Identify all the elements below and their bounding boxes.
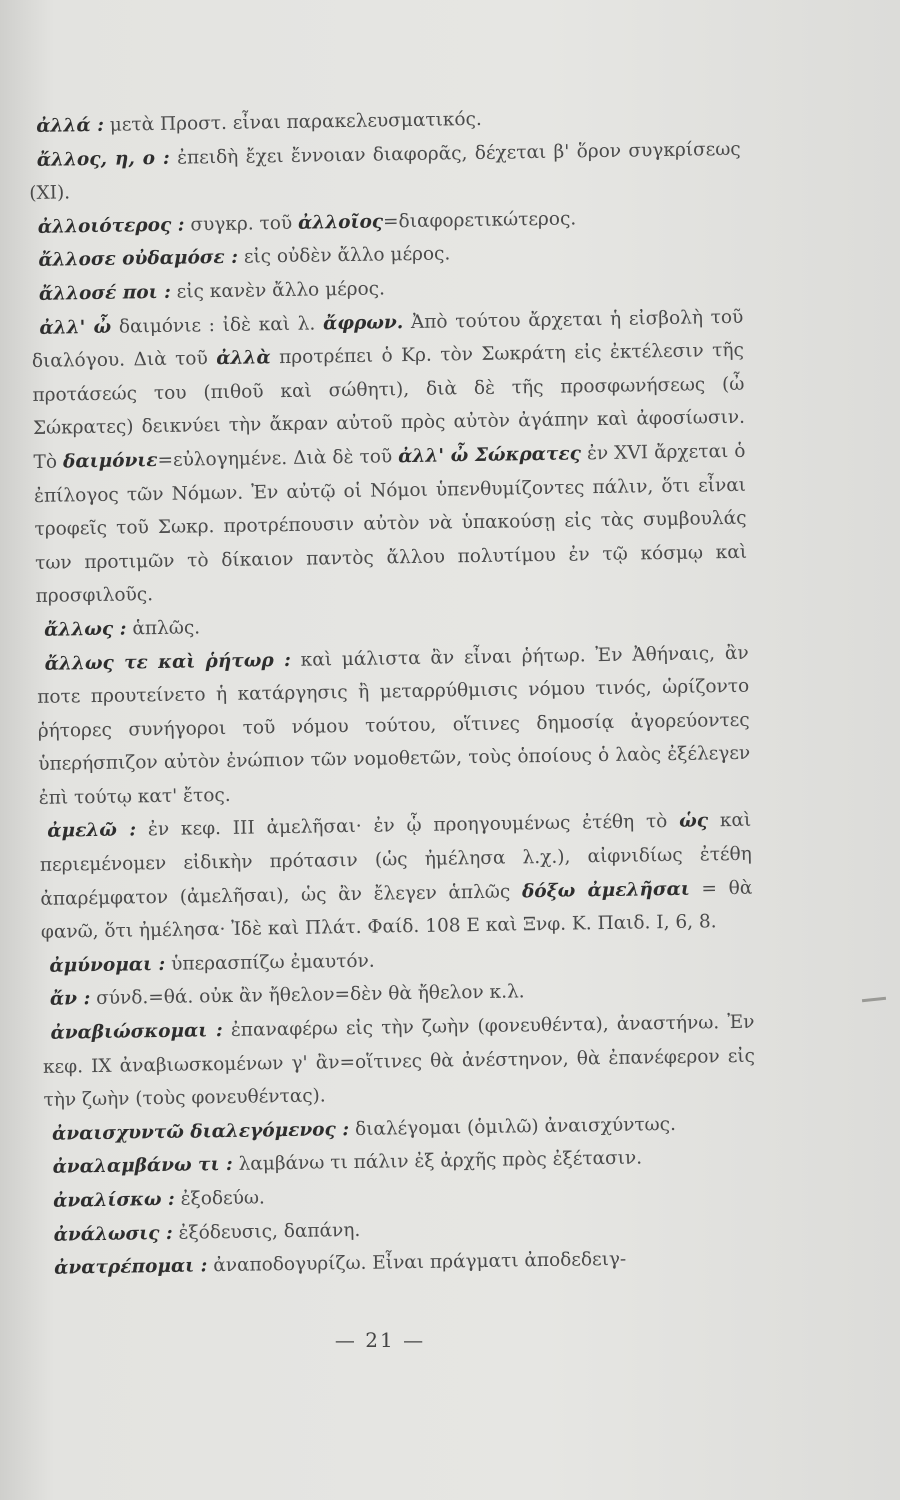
definition: ἐν κεφ. III ἀμελῆσαι· ἐν ᾧ προηγουμένως ἐτέθη τὸ (147, 811, 668, 841)
bold-term: δόξω ἀμελῆσαι (521, 878, 690, 902)
entry-allos (29, 132, 742, 210)
definition: εἰς οὐδὲν ἄλλο μέρος. (243, 243, 451, 269)
headword: ἀλλ' ὦ (39, 316, 112, 339)
definition: =διαφορετικώτερος. (382, 208, 577, 233)
headword: ἀμύνομαι : (49, 953, 166, 977)
definition: ὑπερασπίζω ἐμαυτόν. (170, 950, 375, 975)
entry-all-o-daimonie (31, 300, 748, 613)
headword: ἀμελῶ : (47, 819, 137, 843)
page-number: — 21 — (334, 1328, 426, 1352)
bold-term: ἀλλοῖος (297, 211, 384, 234)
bold-term: ἀλλ' ὦ Σώκρατες (398, 443, 582, 468)
headword: ἄλλως τε καὶ ῥήτωρ : (44, 649, 292, 675)
definition: = θὰ φανῶ, ὅτι ἠμέλησα· Ἰδὲ καὶ Πλάτ. Φαίδ. 108 Ε καὶ Ξνφ. Κ. Παιδ. I, 6, 8. (40, 877, 753, 944)
entry-anabioskomai (42, 1006, 755, 1118)
definition: καὶ περιεμένομεν εἰδικὴν πρότασιν (ὡς ἠμέλησα λ.χ.), αἰφνιδίως ἐτέθη ἀπαρέμφατον (ἀμελῆσαι), ὡς ἂν ἔλεγεν ἁπλῶς (39, 810, 752, 910)
headword: ἄλλως : (44, 618, 127, 641)
bold-term: ὡς (679, 810, 709, 833)
headword: ἀναλίσκω : (52, 1188, 175, 1212)
definition: προτρέπει ὁ Κρ. τὸν Σωκράτη εἰς ἐκτέλεσιν τῆς προτάσεώς του (πιθοῦ καὶ σώθητι), διὰ δὲ τῆς προσφωνήσεως (ὦ Σώκρατες) δεικνύει τὴν ἄκραν αὐτοῦ πρὸς αὐτὸν ἀγάπην καὶ ἀφοσίωσιν. Τὸ (32, 339, 746, 473)
headword: ἄλλος, η, ο : (36, 147, 170, 171)
definition: Ἀπὸ τούτου ἄρχεται ἡ εἰσβολὴ τοῦ διαλόγου. Διὰ τοῦ (31, 306, 744, 373)
bold-term: ἄφρων. (322, 311, 404, 334)
headword: ἀλλοιότερος : (37, 214, 185, 238)
headword: ἀναλαμβάνω τι : (52, 1154, 233, 1179)
headword: ἀναβιώσκομαι : (50, 1020, 223, 1044)
definition: σύνδ.=θά. οὐκ ἂν ἤθελον=δὲν θὰ ἤθελον κ.λ. (96, 981, 525, 1010)
definition: συγκρ. τοῦ (190, 212, 293, 236)
headword: ἄν : (49, 988, 91, 1011)
headword: ἀνάλωσις : (53, 1222, 173, 1246)
glossary-text (28, 99, 758, 1286)
bold-term: ἀλλὰ (216, 347, 271, 370)
definition: ἐπαναφέρω εἰς τὴν ζωὴν (φονευθέντα), ἀναστήνω. Ἐν κεφ. IX ἀναβιωσκομένων γ' ἂν=οἵτινες θὰ ἀνέστηνον, θὰ ἐπανέφερον εἰς τὴν ζωὴν (τοὺς φονευθέντας). (42, 1011, 756, 1112)
definition: ἐπειδὴ ἔχει ἔννοιαν διαφορᾶς, δέχεται β' ὅρον συγκρίσεως (XI). (29, 138, 741, 205)
entry-allos-te-kai-rhetor (36, 636, 751, 815)
headword: ἀνατρέπομαι : (54, 1255, 208, 1279)
definition: καὶ μάλιστα ἂν εἶναι ῥήτωρ. Ἐν Ἀθήναις, ἂν ποτε προυτείνετο ἡ κατάργησις ἢ μεταρρύθμισις νόμου τινός, ὡρίζοντο ῥήτορες συνήγοροι τοῦ νόμου τούτου, οἵτινες δημοσίᾳ ἀγορεύοντες ὑπερήσπιζον αὐτὸν ἐνώπιον τῶν νομοθετῶν, τοὺς ὁποίους ὁ λαὸς ἐξέλεγεν ἐπὶ τούτῳ κατ' ἔτος. (37, 642, 751, 809)
definition: διαλέγομαι (ὁμιλῶ) ἀναισχύντως. (354, 1113, 677, 1140)
page-edge-mark (862, 997, 886, 1002)
definition: δαιμόνιε : ἰδὲ καὶ λ. (118, 313, 316, 338)
bold-term: δαιμόνιε (62, 449, 158, 473)
headword: ἄλλοσέ ποι : (38, 281, 171, 305)
definition: μετὰ Προστ. εἶναι παρακελευσματικός. (109, 108, 482, 136)
definition: ἀναποδογυρίζω. Εἶναι πράγματι ἀποδεδειγ- (213, 1248, 627, 1277)
definition: λαμβάνω τι πάλιν ἐξ ἀρχῆς πρὸς ἐξέτασιν. (238, 1147, 643, 1176)
definition: =εὐλογημένε. Διὰ δὲ τοῦ (157, 446, 393, 471)
definition: ἐξόδευσις, δαπάνη. (178, 1219, 361, 1244)
definition: ἐξοδεύω. (180, 1187, 266, 1210)
entry-amelo (39, 804, 753, 950)
definition: εἰς κανὲν ἄλλο μέρος. (176, 278, 386, 303)
definition: ἐν XVI ἄρχεται ὁ ἐπίλογος τῶν Νόμων. Ἐν αὐτῷ οἱ Νόμοι ὑπενθυμίζοντες πάλιν, ὅτι εἶναι τροφεῖς τοῦ Σωκρ. προτρέπουσιν αὐτὸν νὰ ὑπακούσῃ εἰς τὰς συμβουλάς των προτιμῶν τὸ δίκαιον παντὸς ἄλλου πολυτίμου ἐν τῷ κόσμῳ καὶ προσφιλοῦς. (33, 440, 748, 608)
headword: ἄλλοσε οὐδαμόσε : (38, 247, 239, 272)
definition: ἁπλῶς. (132, 617, 201, 640)
headword: ἀναισχυντῶ διαλεγόμενος : (51, 1118, 350, 1145)
headword: ἀλλά : (36, 114, 105, 137)
